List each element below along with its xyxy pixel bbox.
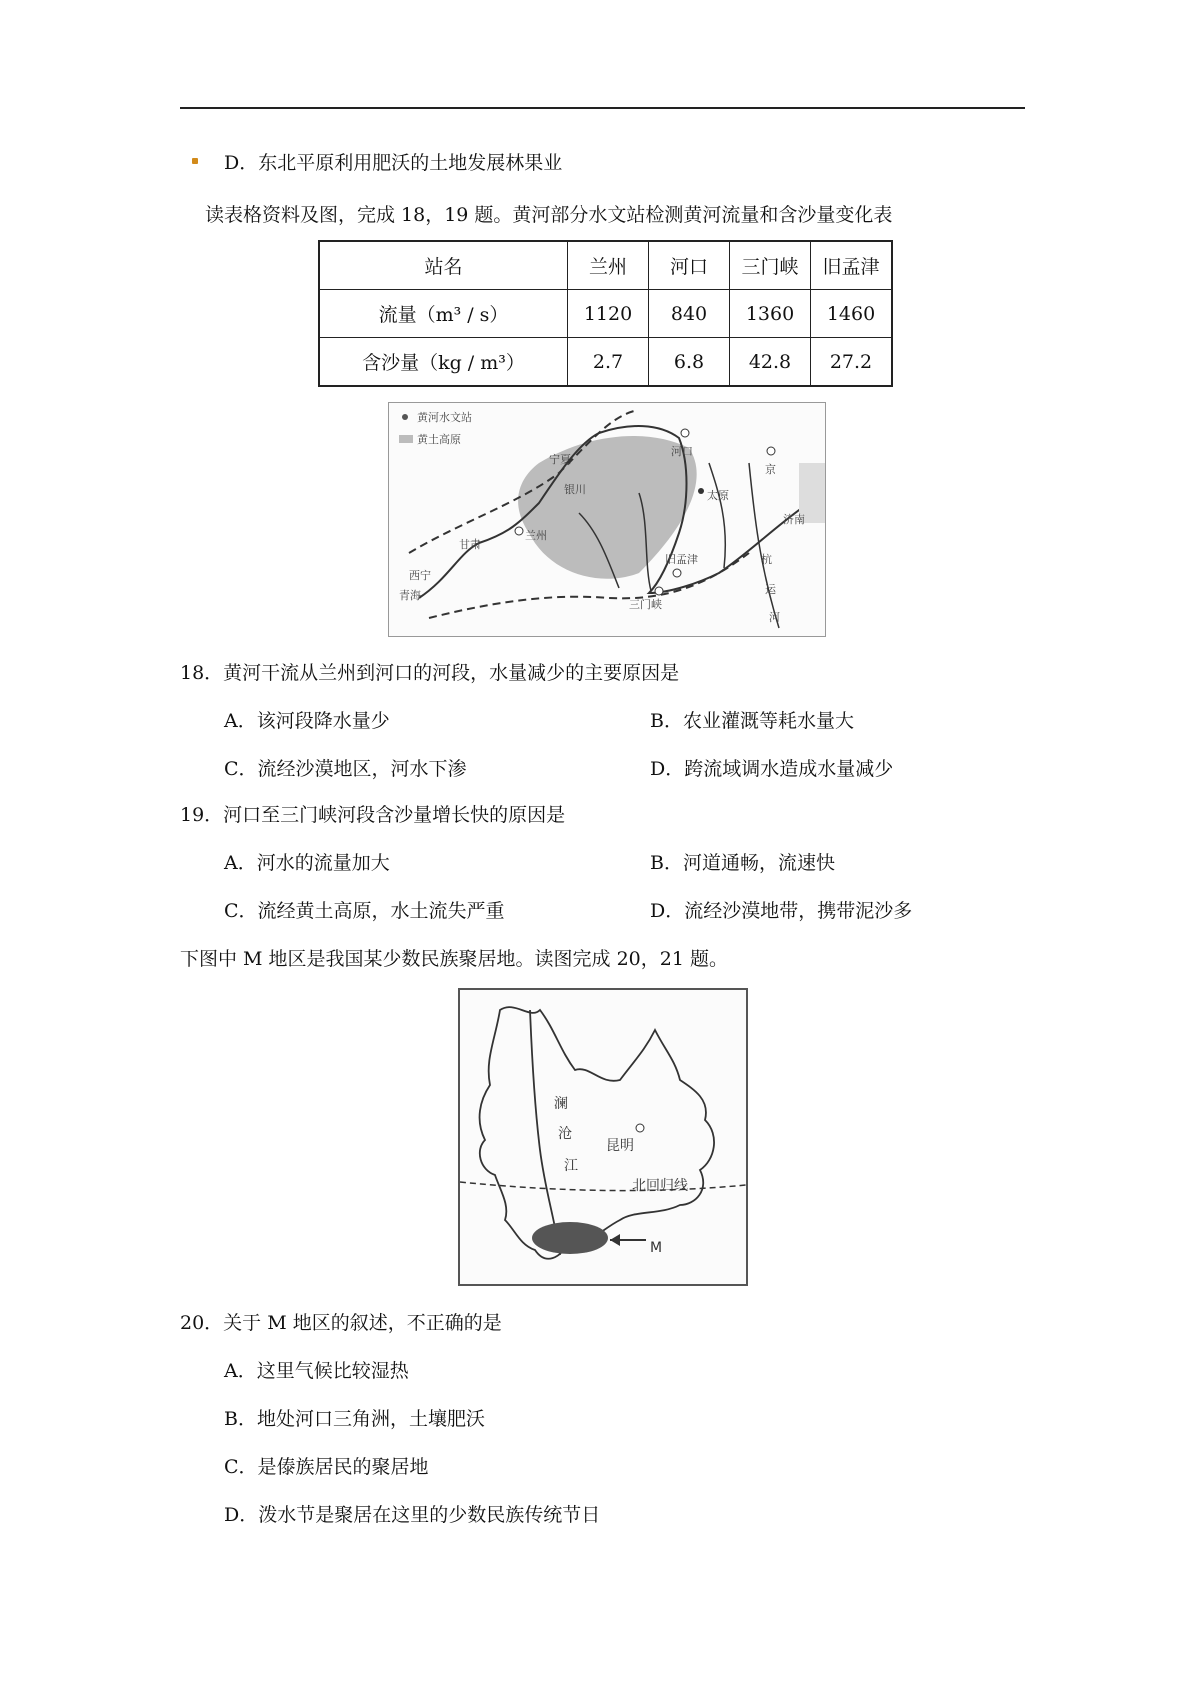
table-row	[319, 290, 892, 338]
label-xining: 西宁	[409, 569, 431, 582]
city-taiyuan-icon	[698, 488, 704, 494]
tributary-line	[709, 463, 725, 568]
q19-option-a: A．河水的流量加大	[224, 852, 390, 874]
table-cell: 840	[649, 290, 730, 338]
lancang-river-line	[530, 1010, 560, 1255]
q18-stem: 18．黄河干流从兰州到河口的河段，水量减少的主要原因是	[180, 662, 680, 684]
q20-option-a: A．这里气候比较湿热	[224, 1360, 409, 1382]
header-rule	[180, 107, 1025, 109]
q20-option-c: C．是傣族居民的聚居地	[224, 1456, 429, 1478]
section1-intro: 读表格资料及图，完成 18，19 题。黄河部分水文站检测黄河流量和含沙量变化表	[205, 204, 893, 226]
label-jing: 京	[765, 463, 776, 476]
table-row	[319, 241, 892, 290]
q19-option-c: C．流经黄土高原，水土流失严重	[224, 900, 505, 922]
label-lan: 澜	[554, 1096, 568, 1112]
station-lanzhou-icon	[515, 527, 523, 535]
q20-option-b: B．地处河口三角洲，土壤肥沃	[224, 1408, 485, 1430]
legend-station-icon	[402, 414, 408, 420]
label-qinghai: 青海	[399, 589, 421, 602]
label-hekou: 河口	[671, 445, 693, 458]
label-yinchuan: 银川	[564, 483, 586, 496]
orange-dot-marker	[192, 158, 198, 164]
label-ningxia: 宁夏	[549, 453, 571, 466]
q20-stem: 20．关于 M 地区的叙述，不正确的是	[180, 1312, 502, 1334]
m-region-area	[532, 1222, 608, 1254]
city-kunming-icon	[636, 1124, 644, 1132]
q18-option-d: D．跨流域调水造成水量减少	[650, 758, 894, 780]
legend-station-label: 黄河水文站	[417, 411, 472, 424]
table-cell: 1120	[568, 290, 649, 338]
yunnan-map	[458, 988, 748, 1286]
table-cell: 27.2	[811, 338, 893, 387]
label-tropic: 北回归线	[632, 1178, 688, 1194]
table-cell: 含沙量（kg / m³）	[319, 338, 568, 387]
table-cell: 1360	[730, 290, 811, 338]
q18-option-b: B．农业灌溉等耗水量大	[650, 710, 854, 732]
label-gannan: 甘肃	[459, 538, 481, 551]
label-kunming: 昆明	[606, 1138, 634, 1154]
station-sanmenxia-icon	[655, 587, 663, 595]
table-cell: 6.8	[649, 338, 730, 387]
q19-option-b: B．河道通畅，流速快	[650, 852, 835, 874]
table-header-cell: 旧孟津	[811, 241, 893, 290]
label-jiang: 江	[564, 1158, 578, 1174]
q19-stem: 19．河口至三门峡河段含沙量增长快的原因是	[180, 804, 566, 826]
legend-plateau-label: 黄土高原	[417, 433, 461, 446]
section2-intro: 下图中 M 地区是我国某少数民族聚居地。读图完成 20，21 题。	[180, 948, 728, 970]
table-header-cell: 兰州	[568, 241, 649, 290]
q20-option-d: D．泼水节是聚居在这里的少数民族传统节日	[224, 1504, 601, 1526]
table-header-cell: 三门峡	[730, 241, 811, 290]
yunnan-map-svg	[460, 990, 746, 1284]
q18-option-c: C．流经沙漠地区，河水下渗	[224, 758, 467, 780]
label-jinan: 济南	[783, 513, 805, 526]
option-d-previous: D．东北平原利用肥沃的土地发展林果业	[224, 152, 563, 174]
label-m: M	[650, 1240, 663, 1256]
table-cell: 42.8	[730, 338, 811, 387]
table-cell: 2.7	[568, 338, 649, 387]
label-jiumengjin: 旧孟津	[665, 553, 698, 566]
yellow-river-map-svg	[389, 403, 825, 636]
city-beijing-icon	[767, 447, 775, 455]
table-row	[319, 338, 892, 387]
station-jiumengjin-icon	[673, 569, 681, 577]
table-header-cell: 河口	[649, 241, 730, 290]
hydrology-table	[318, 240, 893, 387]
label-yun: 运	[765, 583, 776, 596]
province-outline	[480, 1007, 715, 1259]
q18-option-a: A．该河段降水量少	[224, 710, 390, 732]
table-cell: 流量（m³ / s）	[319, 290, 568, 338]
label-sanmenxia: 三门峡	[629, 598, 662, 611]
q19-option-d: D．流经沙漠地带，携带泥沙多	[650, 900, 913, 922]
legend-plateau-icon	[399, 435, 413, 443]
table-header-cell: 站名	[319, 241, 568, 290]
label-cang: 沧	[558, 1126, 572, 1142]
m-arrow-head-icon	[610, 1234, 620, 1246]
label-lanzhou: 兰州	[525, 529, 547, 542]
yellow-river-map	[388, 402, 826, 637]
label-taiyuan: 太原	[707, 489, 729, 502]
label-he: 河	[769, 611, 780, 624]
station-hekou-icon	[681, 429, 689, 437]
label-hang: 杭	[761, 553, 772, 566]
table-cell: 1460	[811, 290, 893, 338]
